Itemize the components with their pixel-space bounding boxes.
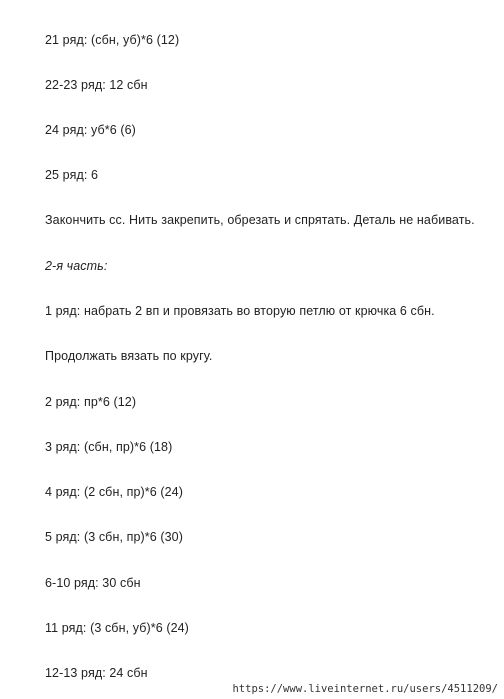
- row-3: 3 ряд: (сбн, пр)*6 (18): [45, 440, 173, 454]
- part-2-heading: 2-я часть:: [45, 259, 108, 273]
- row-6-10: 6-10 ряд: 30 сбн: [45, 576, 141, 590]
- row-1: 1 ряд: набрать 2 вп и провязать во вторую петлю от крючка 6 сбн.: [45, 304, 435, 318]
- row-2: 2 ряд: пр*6 (12): [45, 395, 137, 409]
- continue-instruction: Продолжать вязать по кругу.: [45, 349, 213, 363]
- row-12-13: 12-13 ряд: 24 сбн: [45, 666, 148, 680]
- finish-instruction: Закончить сс. Нить закрепить, обрезать и спрятать. Деталь не набивать.: [45, 213, 475, 227]
- row-25: 25 ряд: 6: [45, 168, 99, 182]
- row-24: 24 ряд: уб*6 (6): [45, 123, 136, 137]
- row-11: 11 ряд: (3 сбн, уб)*6 (24): [45, 621, 189, 635]
- row-21: 21 ряд: (сбн, уб)*6 (12): [45, 33, 180, 47]
- source-watermark: https://www.liveinternet.ru/users/4511209/: [232, 683, 498, 695]
- row-4: 4 ряд: (2 сбн, пр)*6 (24): [45, 485, 183, 499]
- row-5: 5 ряд: (3 сбн, пр)*6 (30): [45, 530, 183, 544]
- row-22-23: 22-23 ряд: 12 сбн: [45, 78, 148, 92]
